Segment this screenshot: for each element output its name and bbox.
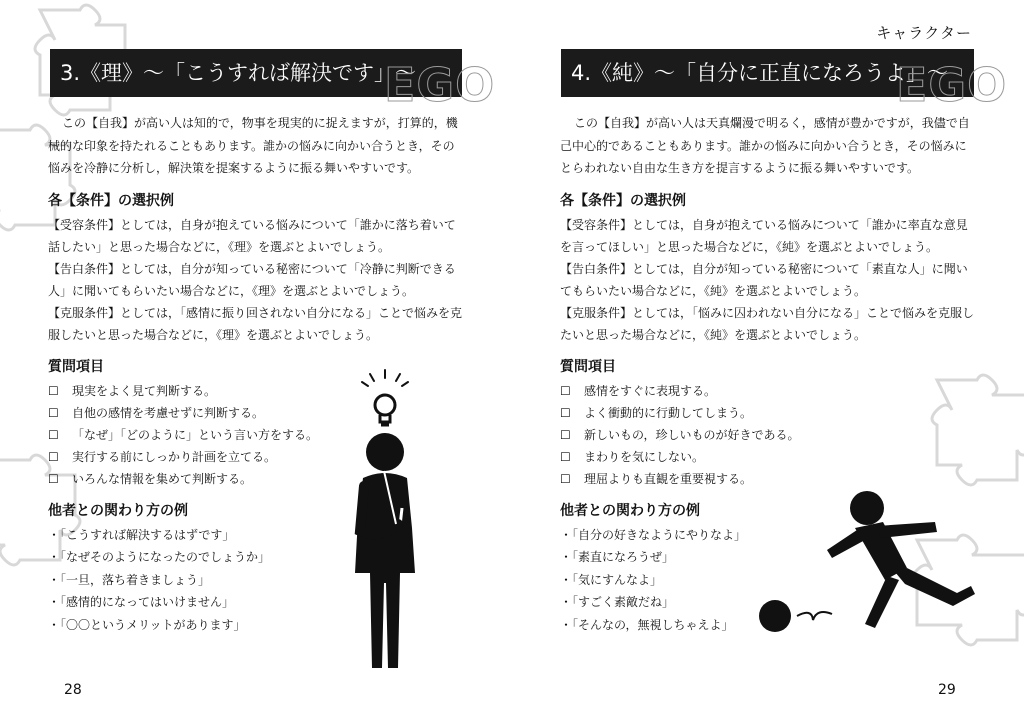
header-label: キャラクター (876, 24, 972, 42)
intro-paragraph: この【自我】が高い人は知的で，物事を現実的に捉えますが，打算的，機械的な印象を持たれることもあります。誰かの悩みに向かい合うとき，その悩みを冷静に分析し，解決策を提案するように振る舞いやすいです。 (48, 116, 458, 175)
checkbox[interactable]: ☐ (48, 405, 59, 420)
example-item: ・「素直になろうぜ」 (560, 550, 675, 564)
question-item: ☐ まわりを気にしない。 (560, 446, 978, 468)
question-item: ☐ いろんな情報を集めて判断する。 (48, 468, 466, 490)
example-item: ・「そんなの，無視しちゃえよ」 (560, 617, 734, 632)
condition-overcome: 【克服条件】としては，「悩みに囚われない自分になる」ことで悩みを克服したいと思った場合などに，《純》を選ぶとよいでしょう。 (560, 305, 975, 342)
question-item: ☐ 理屈よりも直観を重要視する。 (560, 468, 978, 490)
question-list (560, 380, 978, 490)
examples-heading: 他者との関わり方の例 (48, 502, 188, 519)
checkbox[interactable]: ☐ (560, 427, 571, 442)
questions-heading: 質問項目 (48, 358, 104, 375)
ego-watermark: EGO (384, 58, 496, 112)
questions-heading: 質問項目 (560, 358, 616, 375)
examples-heading: 他者との関わり方の例 (560, 502, 700, 519)
question-item: ☐ 現実をよく見て判断する。 (48, 380, 466, 402)
conditions-heading: 各【条件】の選択例 (560, 192, 686, 209)
question-item: ☐ 新しいもの，珍しいものが好きである。 (560, 424, 978, 446)
section-title: 4.《純》～「自分に正直になろうよ」～ (561, 49, 974, 97)
checkbox[interactable]: ☐ (560, 405, 571, 420)
condition-acceptance: 【受容条件】としては，自身が抱えている悩みについて「誰かに落ち着いて話したい」と思った場合などに，《理》を選ぶとよいでしょう。 (48, 217, 456, 254)
checkbox[interactable]: ☐ (48, 449, 59, 464)
example-item: ・「自分の好きなようにやりなよ」 (560, 527, 747, 542)
checkbox[interactable]: ☐ (560, 471, 571, 486)
condition-confession: 【告白条件】としては，自分が知っている秘密について「冷静に判断できる人」に聞いてもらいたい場合などに，《理》を選ぶとよいでしょう。 (48, 261, 456, 298)
condition-acceptance: 【受容条件】としては，自身が抱えている悩みについて「誰かに率直な意見を言ってほしい」と思った場合などに，《純》を選ぶとよいでしょう。 (560, 217, 968, 254)
checkbox[interactable]: ☐ (48, 383, 59, 398)
example-item: ・「〇〇というメリットがあります」 (48, 617, 246, 632)
example-item: ・「すごく素敵だね」 (560, 595, 675, 609)
condition-confession: 【告白条件】としては，自分が知っている秘密について「素直な人」に聞いてもらいたい場合などに，《純》を選ぶとよいでしょう。 (560, 261, 968, 298)
right-page (512, 0, 1024, 726)
question-item: ☐ 自他の感情を考慮せずに判断する。 (48, 402, 466, 424)
checkbox[interactable]: ☐ (560, 449, 571, 464)
conditions-heading: 各【条件】の選択例 (48, 192, 174, 209)
question-item: ☐ 実行する前にしっかり計画を立てる。 (48, 446, 466, 468)
kicking-ball-person-icon (757, 488, 987, 638)
intro-paragraph: この【自我】が高い人は天真爛漫で明るく，感情が豊かですが，我儘で自己中心的であることもあります。誰かの悩みに向かい合うとき，その悩みにとらわれない自由な生き方を提言するように振る舞いやすいです。 (560, 116, 970, 175)
page-number: 28 (64, 682, 82, 698)
example-item: ・「なぜそのようになったのでしょうか」 (48, 550, 271, 564)
page-number: 29 (938, 682, 956, 698)
section-title: 3.《理》～「こうすれば解決です」～ (50, 49, 462, 97)
question-item: ☐ 感情をすぐに表現する。 (560, 380, 978, 402)
ego-watermark: EGO (896, 58, 1008, 112)
checkbox[interactable]: ☐ (48, 427, 59, 442)
thinking-person-lightbulb-icon (340, 368, 430, 673)
example-item: ・「一旦，落ち着きましょう」 (48, 572, 211, 587)
example-item: ・「気にすんなよ」 (560, 572, 663, 587)
condition-overcome: 【克服条件】としては，「感情に振り回されない自分になる」ことで悩みを克服したいと思った場合などに，《理》を選ぶとよいでしょう。 (48, 305, 463, 342)
example-item: ・「感情的になってはいけません」 (48, 595, 235, 609)
checkbox[interactable]: ☐ (48, 471, 59, 486)
example-item: ・「こうすれば解決するはずです」 (48, 527, 235, 542)
question-item: ☐ 「なぜ」「どのように」という言い方をする。 (48, 424, 466, 446)
checkbox[interactable]: ☐ (560, 383, 571, 398)
question-item: ☐ よく衝動的に行動してしまう。 (560, 402, 978, 424)
